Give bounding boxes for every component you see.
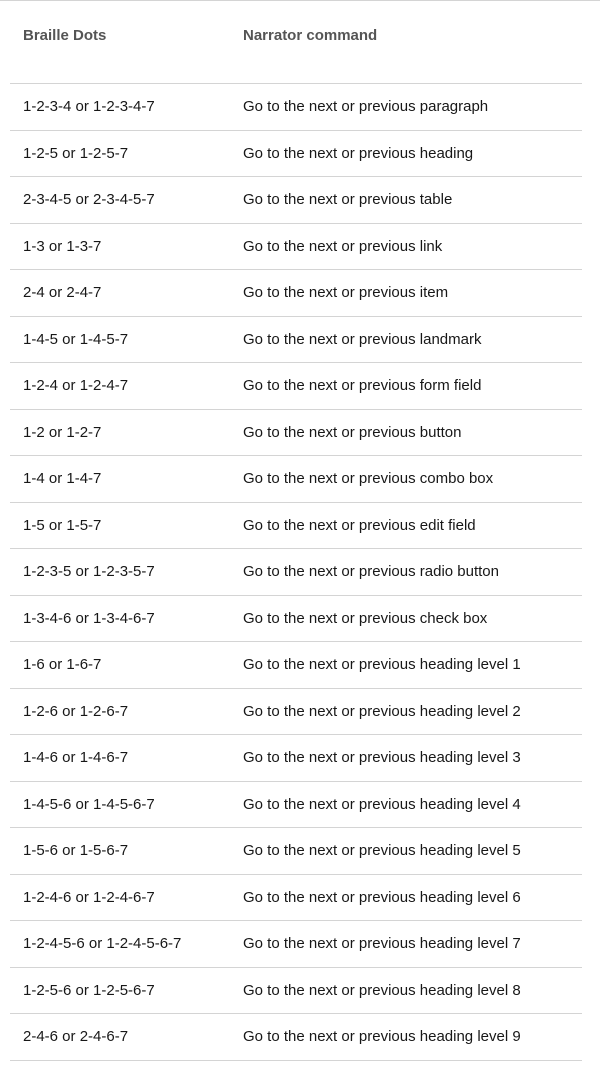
braille-commands-table bbox=[10, 1, 582, 1061]
narrator-command-cell: Go to the next or previous landmark bbox=[243, 330, 482, 348]
narrator-command-cell: Go to the next or previous heading level 2 bbox=[243, 702, 521, 720]
braille-dots-cell: 2-4-6 or 2-4-6-7 bbox=[23, 1028, 129, 1045]
narrator-command-cell: Go to the next or previous heading level 7 bbox=[243, 935, 521, 952]
narrator-command-cell: Go to the next or previous heading level 8 bbox=[243, 981, 521, 999]
braille-dots-cell: 1-2-5 or 1-2-5-7 bbox=[23, 144, 129, 162]
header-narrator-command: Narrator command bbox=[243, 27, 378, 44]
table-row bbox=[10, 456, 582, 503]
table-row bbox=[10, 689, 582, 736]
braille-dots-cell: 1-3 or 1-3-7 bbox=[23, 237, 102, 255]
narrator-command-cell: Go to the next or previous radio button bbox=[243, 563, 499, 580]
braille-dots-cell: 1-5 or 1-5-7 bbox=[23, 516, 102, 534]
table-row bbox=[10, 410, 582, 457]
narrator-command-cell: Go to the next or previous paragraph bbox=[243, 98, 489, 115]
braille-dots-cell: 1-2 or 1-2-7 bbox=[23, 423, 102, 441]
narrator-command-cell: Go to the next or previous heading level 3 bbox=[243, 749, 521, 766]
braille-dots-cell: 1-5-6 or 1-5-6-7 bbox=[23, 842, 129, 859]
table-row bbox=[10, 270, 582, 317]
braille-dots-cell: 1-3-4-6 or 1-3-4-6-7 bbox=[23, 609, 155, 627]
table-row bbox=[10, 596, 582, 643]
narrator-command-cell: Go to the next or previous link bbox=[243, 237, 443, 255]
narrator-command-cell: Go to the next or previous edit field bbox=[243, 516, 476, 534]
table-row bbox=[10, 177, 582, 224]
braille-dots-cell: 1-4 or 1-4-7 bbox=[23, 470, 102, 487]
braille-dots-cell: 1-2-4-6 or 1-2-4-6-7 bbox=[23, 888, 155, 906]
braille-dots-cell: 2-3-4-5 or 2-3-4-5-7 bbox=[23, 191, 155, 208]
table-row bbox=[10, 642, 582, 689]
narrator-command-cell: Go to the next or previous combo box bbox=[243, 470, 494, 487]
narrator-command-cell: Go to the next or previous heading level 9 bbox=[243, 1028, 521, 1045]
table-row bbox=[10, 84, 582, 131]
table-header bbox=[10, 1, 582, 84]
narrator-command-cell: Go to the next or previous heading level 5 bbox=[243, 842, 521, 859]
narrator-command-cell: Go to the next or previous button bbox=[243, 423, 462, 441]
braille-dots-cell: 1-2-5-6 or 1-2-5-6-7 bbox=[23, 981, 155, 999]
narrator-command-cell: Go to the next or previous table bbox=[243, 191, 453, 208]
braille-dots-cell: 1-4-5 or 1-4-5-7 bbox=[23, 330, 129, 348]
table-row bbox=[10, 782, 582, 829]
table-row bbox=[10, 921, 582, 968]
braille-dots-cell: 1-2-6 or 1-2-6-7 bbox=[23, 702, 129, 720]
braille-dots-cell: 1-2-3-5 or 1-2-3-5-7 bbox=[23, 563, 155, 580]
table-row bbox=[10, 828, 582, 875]
braille-dots-cell: 1-6 or 1-6-7 bbox=[23, 656, 102, 673]
table-row bbox=[10, 363, 582, 410]
narrator-command-cell: Go to the next or previous check box bbox=[243, 609, 488, 627]
table-row bbox=[10, 735, 582, 782]
narrator-command-cell: Go to the next or previous heading level 1 bbox=[243, 656, 521, 673]
narrator-command-cell: Go to the next or previous heading level 4 bbox=[243, 795, 521, 813]
table-row bbox=[10, 1014, 582, 1061]
braille-dots-cell: 1-4-5-6 or 1-4-5-6-7 bbox=[23, 795, 155, 813]
table-row bbox=[10, 224, 582, 271]
narrator-command-cell: Go to the next or previous item bbox=[243, 284, 449, 301]
table-row bbox=[10, 968, 582, 1015]
narrator-command-cell: Go to the next or previous form field bbox=[243, 377, 482, 394]
header-braille-dots: Braille Dots bbox=[23, 27, 107, 44]
table-row bbox=[10, 875, 582, 922]
braille-dots-cell: 1-2-3-4 or 1-2-3-4-7 bbox=[23, 98, 155, 115]
braille-dots-cell: 2-4 or 2-4-7 bbox=[23, 284, 102, 301]
table-row bbox=[10, 131, 582, 178]
table-row bbox=[10, 549, 582, 596]
narrator-command-cell: Go to the next or previous heading bbox=[243, 144, 474, 162]
table-body bbox=[10, 84, 582, 1061]
braille-dots-cell: 1-2-4 or 1-2-4-7 bbox=[23, 377, 129, 394]
braille-dots-cell: 1-4-6 or 1-4-6-7 bbox=[23, 749, 129, 766]
table-row bbox=[10, 503, 582, 550]
narrator-command-cell: Go to the next or previous heading level 6 bbox=[243, 888, 521, 906]
table-row bbox=[10, 317, 582, 364]
braille-dots-cell: 1-2-4-5-6 or 1-2-4-5-6-7 bbox=[23, 935, 182, 952]
